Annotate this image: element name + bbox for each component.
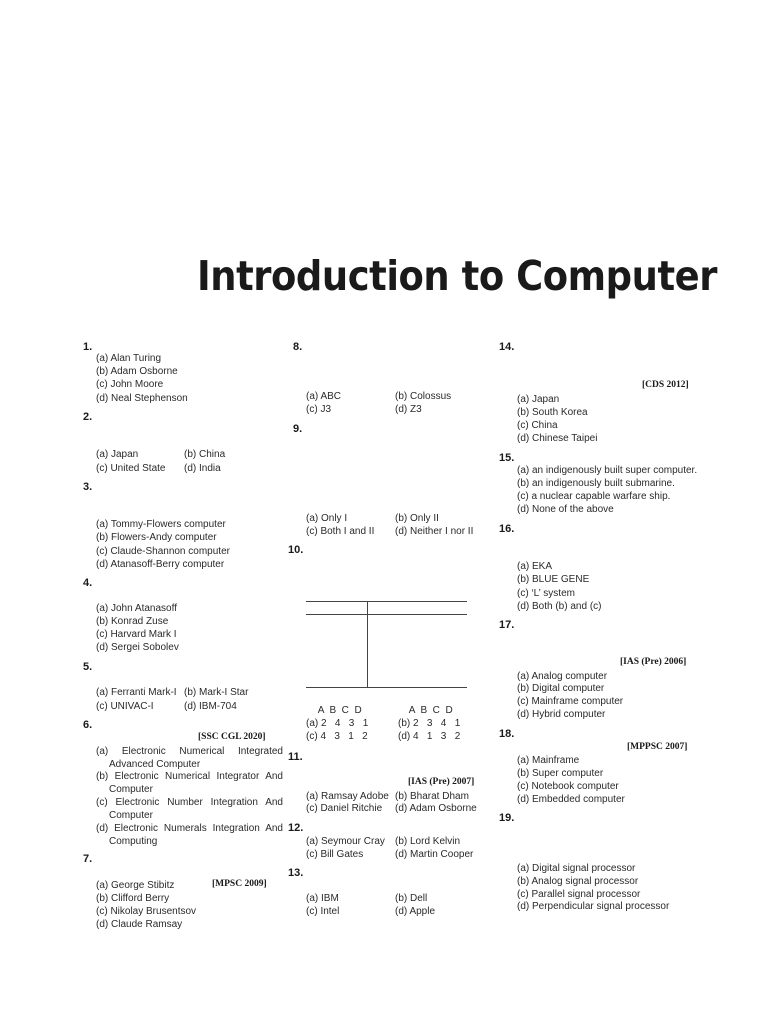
option-b: (b) an indigenously built submarine.: [517, 478, 675, 489]
page-title: Introduction to Computer: [197, 252, 717, 300]
question-number: 6.: [83, 719, 93, 731]
question-number: 13.: [288, 867, 304, 879]
option-d: (d) India: [184, 463, 221, 474]
option-b: (b) Clifford Berry: [96, 893, 170, 904]
option-c: (c) Parallel signal processor: [517, 889, 641, 900]
option-a: (a) Ferranti Mark-I: [96, 687, 177, 698]
option-a: (a) Ramsay Adobe: [306, 791, 389, 802]
option-d: (d) Electronic Numerals Integration And Computing: [96, 823, 283, 848]
option-c: (c) 4 3 1 2: [306, 731, 368, 742]
question-number: 3.: [83, 481, 93, 493]
option-b: (b) BLUE GENE: [517, 574, 590, 585]
option-b: (b) 2 3 4 1: [398, 718, 461, 729]
option-c: (c) Bill Gates: [306, 849, 364, 860]
question-number: 5.: [83, 661, 93, 673]
option-b: (b) Dell: [395, 893, 428, 904]
option-a: (a) 2 4 3 1: [306, 718, 369, 729]
option-a: (a) Seymour Cray: [306, 836, 385, 847]
option-d: (d) Chinese Taipei: [517, 433, 598, 444]
question-number: 9.: [293, 423, 303, 435]
question-number: 8.: [293, 341, 303, 353]
question-number: 10.: [288, 544, 304, 556]
option-c: (c) John Moore: [96, 379, 164, 390]
match-header: A B C D: [401, 705, 453, 716]
option-b: (b) Mark-I Star: [184, 687, 249, 698]
exam-source: [MPPSC 2007]: [627, 742, 688, 752]
option-c: (c) Intel: [306, 906, 340, 917]
question-number: 19.: [499, 812, 515, 824]
option-a: (a) Mainframe: [517, 755, 580, 766]
option-d: (d) Apple: [395, 906, 436, 917]
exam-source: [IAS (Pre) 2006]: [620, 657, 687, 667]
option-a: (a) an indigenously built super computer.: [517, 465, 698, 476]
question-number: 1.: [83, 341, 93, 353]
option-a: (a) Japan: [517, 394, 560, 405]
option-d: (d) Z3: [395, 404, 422, 415]
option-c: (c) Notebook computer: [517, 781, 619, 792]
option-d: (d) Sergei Sobolev: [96, 642, 179, 653]
option-c: (c) United State: [96, 463, 166, 474]
option-b: (b) Electronic Numerical Integrator And Computer: [96, 771, 283, 796]
option-d: (d) 4 1 3 2: [398, 731, 461, 742]
option-b: (b) Super computer: [517, 768, 604, 779]
option-b: (b) Konrad Zuse: [96, 616, 169, 627]
option-a: (a) Analog computer: [517, 671, 608, 682]
option-a: (a) Tommy-Flowers computer: [96, 519, 226, 530]
option-d: (d) Both (b) and (c): [517, 601, 602, 612]
option-d: (d) Atanasoff-Berry computer: [96, 559, 225, 570]
exam-source: [SSC CGL 2020]: [198, 732, 266, 742]
option-c: (c) Claude-Shannon computer: [96, 546, 230, 557]
option-b: (b) Digital computer: [517, 683, 605, 694]
option-a: (a) IBM: [306, 893, 339, 904]
option-d: (d) Neal Stephenson: [96, 393, 188, 404]
question-number: 18.: [499, 728, 515, 740]
option-a: (a) ABC: [306, 391, 342, 402]
option-c: (c) UNIVAC-I: [96, 701, 154, 712]
exam-source: [CDS 2012]: [642, 380, 689, 390]
option-d: (d) Martin Cooper: [395, 849, 474, 860]
option-d: (d) IBM-704: [184, 701, 237, 712]
option-c: (c) Harvard Mark I: [96, 629, 177, 640]
option-b: (b) Bharat Dham: [395, 791, 469, 802]
option-d: (d) Neither I nor II: [395, 526, 474, 537]
option-d: (d) Adam Osborne: [395, 803, 477, 814]
question-number: 17.: [499, 619, 515, 631]
option-b: (b) Lord Kelvin: [395, 836, 461, 847]
exam-source: [MPSC 2009]: [212, 879, 267, 889]
option-a: (a) EKA: [517, 561, 553, 572]
question-number: 2.: [83, 411, 93, 423]
option-c: (c) a nuclear capable warfare ship.: [517, 491, 671, 502]
option-c: (c) Mainframe computer: [517, 696, 624, 707]
question-number: 4.: [83, 577, 93, 589]
option-c: (c) Both I and II: [306, 526, 375, 537]
question-number: 11.: [288, 751, 303, 763]
option-b: (b) Colossus: [395, 391, 452, 402]
option-a: (a) Alan Turing: [96, 353, 162, 364]
option-d: (d) None of the above: [517, 504, 614, 515]
option-c: (c) Nikolay Brusentsov: [96, 906, 197, 917]
option-c: (c) Electronic Number Integration And Computer: [96, 797, 283, 822]
option-a: (a) Japan: [96, 449, 139, 460]
question-number: 16.: [499, 523, 515, 535]
question-number: 7.: [83, 853, 93, 865]
option-a: (a) Only I: [306, 513, 348, 524]
option-d: (d) Embedded computer: [517, 794, 625, 805]
option-b: (b) Analog signal processor: [517, 876, 639, 887]
question-number: 12.: [288, 822, 304, 834]
option-a: (a) Electronic Numerical Integrated Advanced Computer: [96, 746, 283, 771]
exam-source: [IAS (Pre) 2007]: [408, 777, 475, 787]
option-b: (b) Flowers-Andy computer: [96, 532, 217, 543]
option-a: (a) George Stibitz: [96, 880, 175, 891]
option-a: (a) Digital signal processor: [517, 863, 636, 874]
match-header: A B C D: [310, 705, 362, 716]
option-a: (a) John Atanasoff: [96, 603, 177, 614]
option-d: (d) Hybrid computer: [517, 709, 606, 720]
option-b: (b) Adam Osborne: [96, 366, 178, 377]
option-c: (c) J3: [306, 404, 331, 415]
option-c: (c) ‘L’ system: [517, 588, 575, 599]
option-b: (b) China: [184, 449, 226, 460]
option-d: (d) Claude Ramsay: [96, 919, 183, 930]
option-c: (c) Daniel Ritchie: [306, 803, 383, 814]
option-b: (b) Only II: [395, 513, 439, 524]
option-b: (b) South Korea: [517, 407, 588, 418]
option-c: (c) China: [517, 420, 558, 431]
question-number: 14.: [499, 341, 515, 353]
option-d: (d) Perpendicular signal processor: [517, 901, 670, 912]
question-number: 15.: [499, 452, 515, 464]
